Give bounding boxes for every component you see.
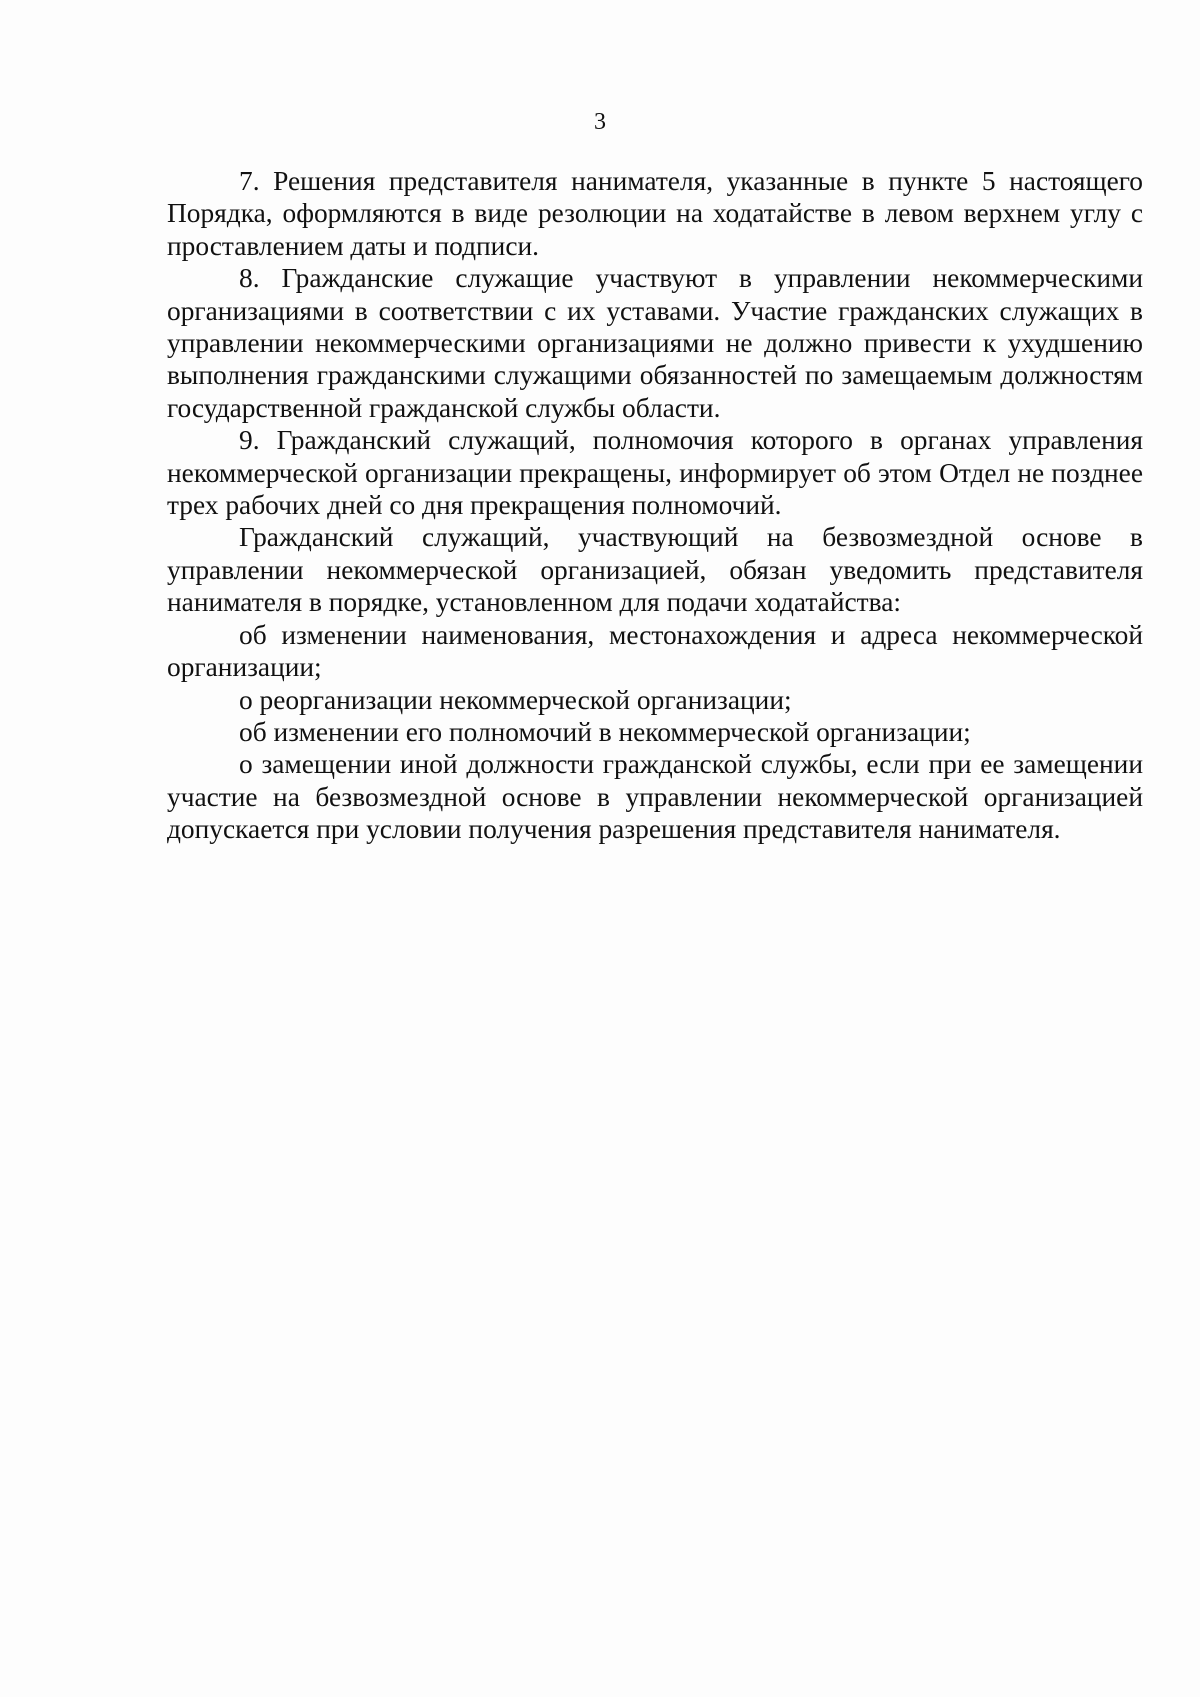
paragraph-item-9: 9. Гражданский служащий, полномочия которого в органах управления некоммерческой организации прекращены, информирует об этом Отдел не позднее трех рабочих дней со дня прекращения полномочий. bbox=[167, 425, 1143, 521]
paragraph-item-8: 8. Гражданские служащие участвуют в управлении некоммерческими организациями в соответствии с их уставами. Участие гражданских служащих в управлении некоммерческими организациями не должно привести к ухудшению выполнения гражданскими служащими обязанностей по замещаемым должностям государственной гражданской службы области. bbox=[167, 263, 1143, 423]
paragraph-notification-obligation: Гражданский служащий, участвующий на безвозмездной основе в управлении некоммерческой организацией, обязан уведомить представителя нанимателя в порядке, установленном для подачи ходатайства: bbox=[167, 522, 1143, 618]
paragraph-list-item-authority-change: об изменении его полномочий в некоммерческой организации; bbox=[239, 716, 971, 747]
page-number: 3 bbox=[594, 109, 606, 135]
paragraph-list-item-name-change: об изменении наименования, местонахождения и адреса некоммерческой организации; bbox=[167, 619, 1143, 683]
paragraph-item-7: 7. Решения представителя нанимателя, указанные в пункте 5 настоящего Порядка, оформляются в виде резолюции на ходатайстве в левом верхнем углу с проставлением даты и подписи. bbox=[167, 166, 1143, 261]
paragraph-list-item-reorganization: о реорганизации некоммерческой организации; bbox=[239, 684, 792, 715]
document-body bbox=[167, 165, 1143, 846]
paragraph-list-item-position-change: о замещении иной должности гражданской службы, если при ее замещении участие на безвозмездной основе в управлении некоммерческой организацией допускается при условии получения разрешения представителя нанимателя. bbox=[167, 749, 1143, 845]
